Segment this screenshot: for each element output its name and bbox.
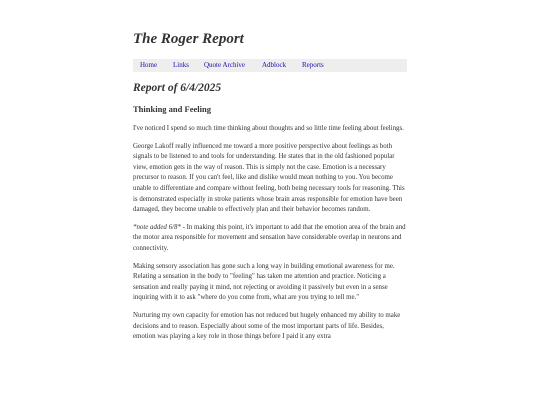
nav-link-home[interactable]: Home <box>140 61 158 69</box>
nav-bar <box>133 59 407 72</box>
note-label: *note added 6/8* <box>133 223 181 231</box>
report-title: Report of 6/4/2025 <box>133 82 222 94</box>
nav-link-adblock[interactable]: Adblock <box>262 61 287 69</box>
paragraph-sensory: Making sensory association has gone such a long way in building emotional awareness for me. Relating a sensation in the body to "feeling" has taken me attention and practice. Noticing a sensation and really paying it mind, not rejecting or avoiding it passively but even in a sense inquiring with it to ask "where do you come from, what are you trying to tell me." <box>133 262 395 302</box>
site-title: The Roger Report <box>133 31 244 47</box>
nav-link-reports[interactable]: Reports <box>302 61 324 69</box>
article-title: Thinking and Feeling <box>133 104 211 114</box>
paragraph-nurturing: Nurturing my own capacity for emotion has not reduced but hugely enhanced my ability to make decisions and to reason. Especially about some of the most important parts of life. Besides, emotion was playing a key role in those things before I paid it any extra <box>133 311 401 341</box>
paragraph-note <box>133 223 407 255</box>
paragraph-intro: I've noticed I spend so much time thinking about thoughts and so little time feeling about feelings. <box>133 125 404 132</box>
note-text: - In making this point, it's important to add that the emotion area of the brain and the motor area responsible for movement and sensation have considerable overlap in neurons and connectivity. <box>133 223 406 252</box>
nav-link-quote-archive[interactable]: Quote Archive <box>204 61 246 69</box>
article-body <box>133 124 407 350</box>
nav-link-links[interactable]: Links <box>173 61 189 69</box>
paragraph-lakoff: George Lakoff really influenced me toward a more positive perspective about feelings as both signals to be listened to and tools for understanding. He states that in the old fashioned popular view, emotion gets in the way of reason. This is simply not the case. Emotion is a necessary precursor to reason. If you can't feel, like and dislike would mean nothing to you. You become unable to differentiate and compare without feeling, both being necessary tools for reasoning. This is demonstrated especially in stroke patients whose brain areas responsible for emotion have been damaged, they become unable to effectively plan and their behavior becomes random. <box>133 142 405 214</box>
